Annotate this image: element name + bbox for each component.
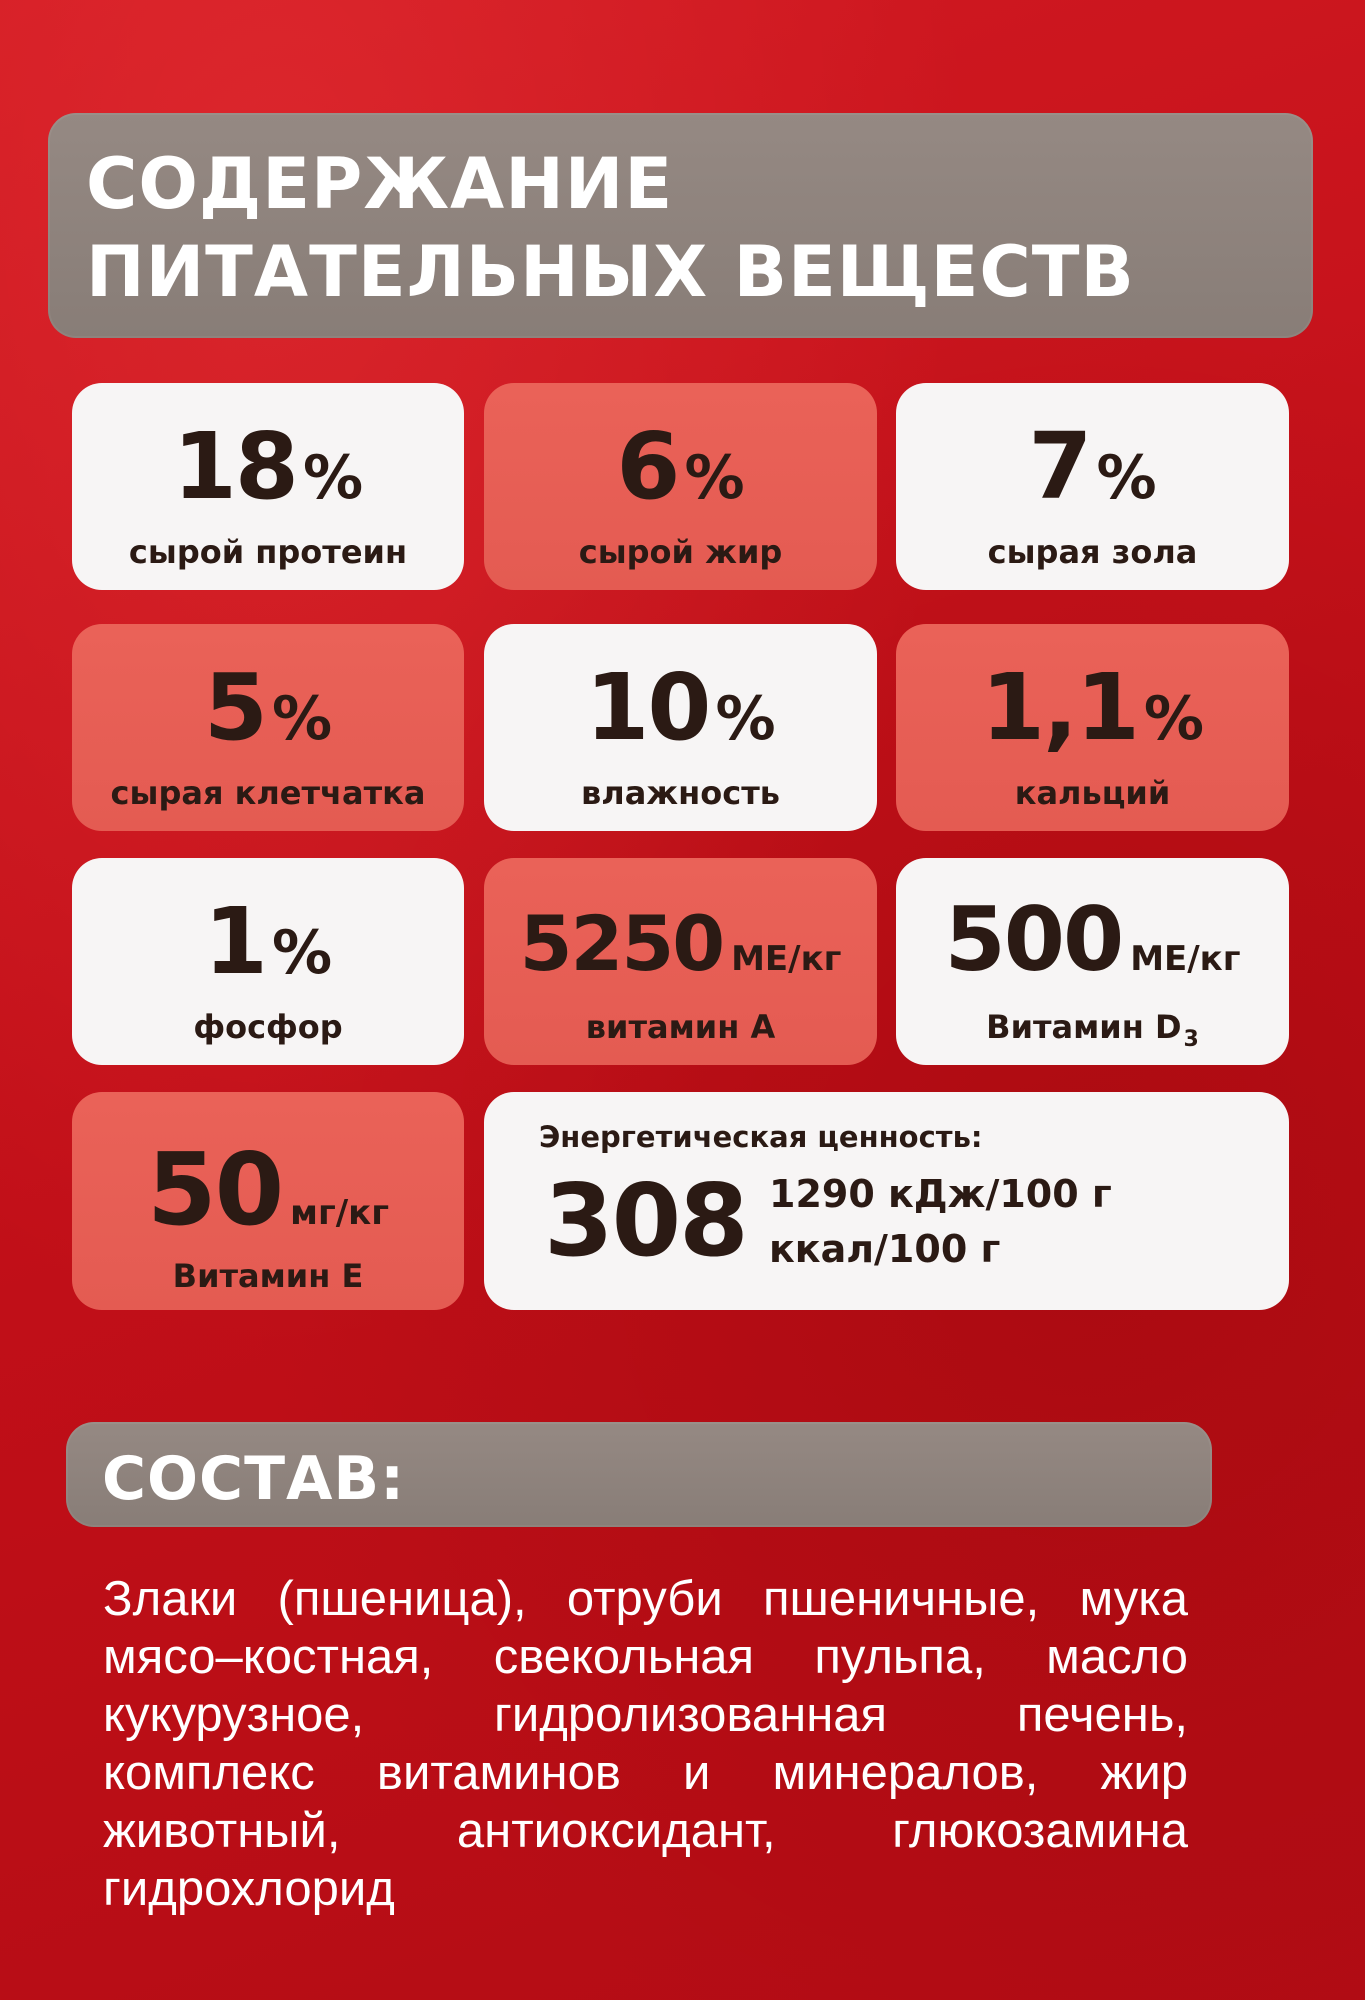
moisture-value: 10	[585, 654, 710, 761]
tile-protein	[72, 383, 464, 590]
fat-value: 6	[616, 413, 679, 520]
composition-word: антиоксидант,	[456, 1804, 776, 1858]
nutrients-header-line1: СОДЕРЖАНИЕ	[86, 143, 674, 225]
tile-vitamin-d3	[896, 858, 1289, 1065]
vitamin-a-label: витамин А	[585, 1008, 776, 1046]
composition-line	[103, 1802, 1188, 1860]
moisture-unit: %	[715, 684, 776, 754]
energy-kj: 1290 кДж/100 г	[769, 1172, 1112, 1216]
nutrients-header	[48, 113, 1313, 338]
composition-word: гидролизованная	[494, 1688, 888, 1742]
composition-header-title: СОСТАВ:	[102, 1444, 406, 1514]
tile-moisture	[484, 624, 877, 831]
energy-kcal-value: 308	[544, 1162, 747, 1279]
fiber-value: 5	[203, 654, 266, 761]
protein-value: 18	[172, 413, 297, 520]
tile-energy	[484, 1092, 1289, 1310]
calcium-label: кальций	[1014, 774, 1171, 812]
tile-vitamin-a	[484, 858, 877, 1065]
fat-label: сырой жир	[578, 533, 783, 571]
composition-word: пульпа,	[814, 1630, 986, 1684]
vitamin-d3-unit: МЕ/кг	[1130, 939, 1241, 979]
composition-word: мясо–костная,	[103, 1630, 434, 1684]
tile-vitamin-e	[72, 1092, 464, 1310]
tile-calcium	[896, 624, 1289, 831]
vitamin-a-unit: МЕ/кг	[731, 939, 842, 979]
nutrients-header-line2: ПИТАТЕЛЬНЫХ ВЕЩЕСТВ	[86, 231, 1135, 313]
composition-line	[103, 1686, 1188, 1744]
composition-word: минералов,	[772, 1746, 1039, 1800]
vitamin-a-value: 5250	[519, 899, 724, 988]
vitamin-e-label: Витамин Е	[172, 1257, 364, 1295]
tile-fat	[484, 383, 877, 590]
fat-unit: %	[684, 443, 745, 513]
vitamin-d3-label: Витамин D	[986, 1008, 1182, 1046]
vitamin-d3-value: 500	[944, 888, 1123, 991]
composition-word: свекольная	[493, 1630, 755, 1684]
tile-ash	[896, 383, 1289, 590]
calcium-unit: %	[1143, 684, 1205, 754]
phosphorus-unit: %	[271, 918, 333, 988]
composition-word: витаминов	[376, 1746, 621, 1800]
energy-kcal-unit: ккал/100 г	[769, 1227, 1001, 1271]
vitamin-e-value: 50	[147, 1131, 283, 1248]
composition-word: кукурузное,	[103, 1688, 365, 1742]
composition-line	[103, 1570, 1188, 1628]
fiber-label: сырая клетчатка	[110, 774, 426, 812]
composition-word: и	[683, 1746, 711, 1800]
tile-fiber	[72, 624, 464, 831]
composition-word: мука	[1079, 1572, 1188, 1626]
fiber-unit: %	[271, 684, 333, 754]
composition-word: печень,	[1016, 1688, 1188, 1742]
composition-word: гидрохлорид	[103, 1862, 395, 1916]
phosphorus-value: 1	[203, 888, 266, 995]
composition-word: пшеничные,	[763, 1572, 1040, 1626]
vitamin-e-unit: мг/кг	[290, 1193, 389, 1233]
composition-word: Злаки	[103, 1572, 238, 1626]
protein-unit: %	[302, 443, 364, 513]
composition-word: (пшеница),	[277, 1572, 527, 1626]
tile-phosphorus	[72, 858, 464, 1065]
composition-line	[103, 1744, 1188, 1802]
protein-label: сырой протеин	[128, 533, 408, 571]
composition-word: животный,	[103, 1804, 341, 1858]
ash-label: сырая зола	[987, 533, 1198, 571]
calcium-value: 1,1	[980, 654, 1138, 761]
composition-word: комплекс	[103, 1746, 315, 1800]
composition-line	[103, 1628, 1188, 1686]
composition-word: жир	[1100, 1746, 1188, 1800]
vitamin-d3-subscript: 3	[1183, 1027, 1199, 1052]
composition-word: отруби	[566, 1572, 723, 1626]
moisture-label: влажность	[581, 774, 780, 812]
energy-title: Энергетическая ценность:	[539, 1120, 983, 1154]
composition-text	[103, 1570, 1188, 1918]
composition-word: масло	[1046, 1630, 1188, 1684]
ash-unit: %	[1096, 443, 1157, 513]
composition-line	[103, 1860, 1188, 1918]
composition-word: глюкозамина	[892, 1804, 1188, 1858]
ash-value: 7	[1028, 413, 1091, 520]
composition-header	[66, 1422, 1212, 1527]
phosphorus-label: фосфор	[193, 1008, 343, 1046]
